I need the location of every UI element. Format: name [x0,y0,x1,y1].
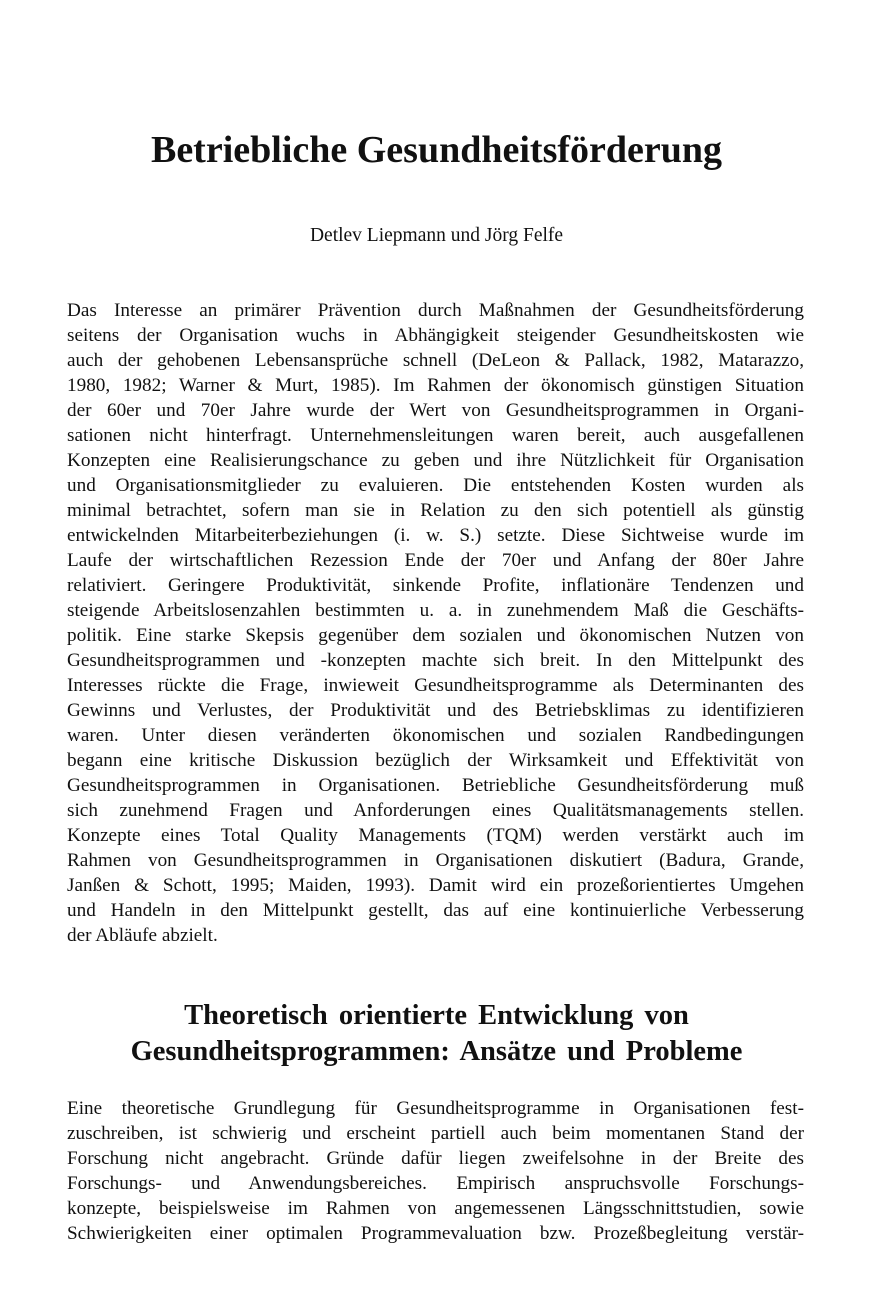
paragraph-line: waren. Unter diesen veränderten ökonomischen und sozialen Randbedingungen [67,725,804,746]
paragraph-line: Forschung nicht angebracht. Gründe dafür liegen zweifelsohne in der Breite des [67,1148,804,1169]
paragraph-line: Eine theoretische Grundlegung für Gesundheitsprogramme in Organisationen fest- [67,1098,804,1119]
paragraph-line: minimal betrachtet, sofern man sie in Relation zu den sich potentiell als günstig [67,500,804,521]
paragraph-line: und Organisationsmitglieder zu evaluieren. Die entstehenden Kosten wurden als [67,475,804,496]
paragraph-line: der 60er und 70er Jahre wurde der Wert von Gesundheitsprogrammen in Organi- [67,400,804,421]
paragraph-line: konzepte, beispielsweise im Rahmen von angemessenen Längsschnittstudien, sowie [67,1198,804,1219]
authors-line: Detlev Liepmann und Jörg Felfe [309,225,564,246]
section-heading-line: Theoretisch orientierte Entwicklung von [184,1000,689,1031]
section-heading-line: Gesundheitsprogrammen: Ansätze und Probleme [130,1036,743,1067]
paragraph-line: entwickelnden Mitarbeiterbeziehungen (i. w. S.) setzte. Diese Sichtweise wurde im [67,525,804,546]
paragraph-line: begann eine kritische Diskussion bezüglich der Wirksamkeit und Effektivität von [67,750,804,771]
paragraph-line: Das Interesse an primärer Prävention durch Maßnahmen der Gesundheitsförderung [67,300,804,321]
section-heading [0,998,873,1070]
paragraph-line: und Handeln in den Mittelpunkt gestellt, das auf eine kontinuierliche Verbesserung [67,900,804,921]
intro-paragraph [67,298,804,948]
paragraph-line: politik. Eine starke Skepsis gegenüber dem sozialen und ökonomischen Nutzen von [67,625,804,646]
paragraph-line: der Abläufe abzielt. [67,925,218,946]
document-title: Betriebliche Gesundheitsförderung [150,129,723,171]
paragraph-line: Gesundheitsprogrammen und -konzepten machte sich breit. In den Mittelpunkt des [67,650,804,671]
paragraph-line: Konzepte eines Total Quality Managements (TQM) werden verstärkt auch im [67,825,804,846]
paragraph-line: Laufe der wirtschaftlichen Rezession Ende der 70er und Anfang der 80er Jahre [67,550,804,571]
paragraph-line: relativiert. Geringere Produktivität, sinkende Profite, inflationäre Tendenzen und [67,575,804,596]
paragraph-line: sich zunehmend Fragen und Anforderungen eines Qualitätsmanagements stellen. [67,800,804,821]
paragraph-line: Gesundheitsprogrammen in Organisationen. Betriebliche Gesundheitsförderung muß [67,775,804,796]
paragraph-line: zuschreiben, ist schwierig und erscheint partiell auch beim momentanen Stand der [67,1123,804,1144]
paragraph-line: seitens der Organisation wuchs in Abhängigkeit steigender Gesundheitskosten wie [67,325,804,346]
paragraph-line: Gewinns und Verlustes, der Produktivität und des Betriebsklimas zu identifizieren [67,700,804,721]
paragraph-line: Konzepten eine Realisierungschance zu geben und ihre Nützlichkeit für Organisation [67,450,804,471]
paragraph-line: Interesses rückte die Frage, inwieweit Gesundheitsprogramme als Determinanten des [67,675,804,696]
paragraph-line: Forschungs- und Anwendungsbereiches. Empirisch anspruchsvolle Forschungs- [67,1173,804,1194]
paragraph-line: Janßen & Schott, 1995; Maiden, 1993). Damit wird ein prozeßorientiertes Umgehen [67,875,804,896]
paragraph-line: steigende Arbeitslosenzahlen bestimmten u. a. in zunehmendem Maß die Geschäfts- [67,600,804,621]
paragraph-line: Rahmen von Gesundheitsprogrammen in Organisationen diskutiert (Badura, Grande, [67,850,804,871]
paragraph-line: Schwierigkeiten einer optimalen Programmevaluation bzw. Prozeßbegleitung verstär- [67,1223,804,1244]
paragraph-line: auch der gehobenen Lebensansprüche schnell (DeLeon & Pallack, 1982, Matarazzo, [67,350,804,371]
paragraph-line: sationen nicht hinterfragt. Unternehmensleitungen waren bereit, auch ausgefallenen [67,425,804,446]
section-paragraph [67,1096,804,1246]
paragraph-line: 1980, 1982; Warner & Murt, 1985). Im Rahmen der ökonomisch günstigen Situation [67,375,804,396]
